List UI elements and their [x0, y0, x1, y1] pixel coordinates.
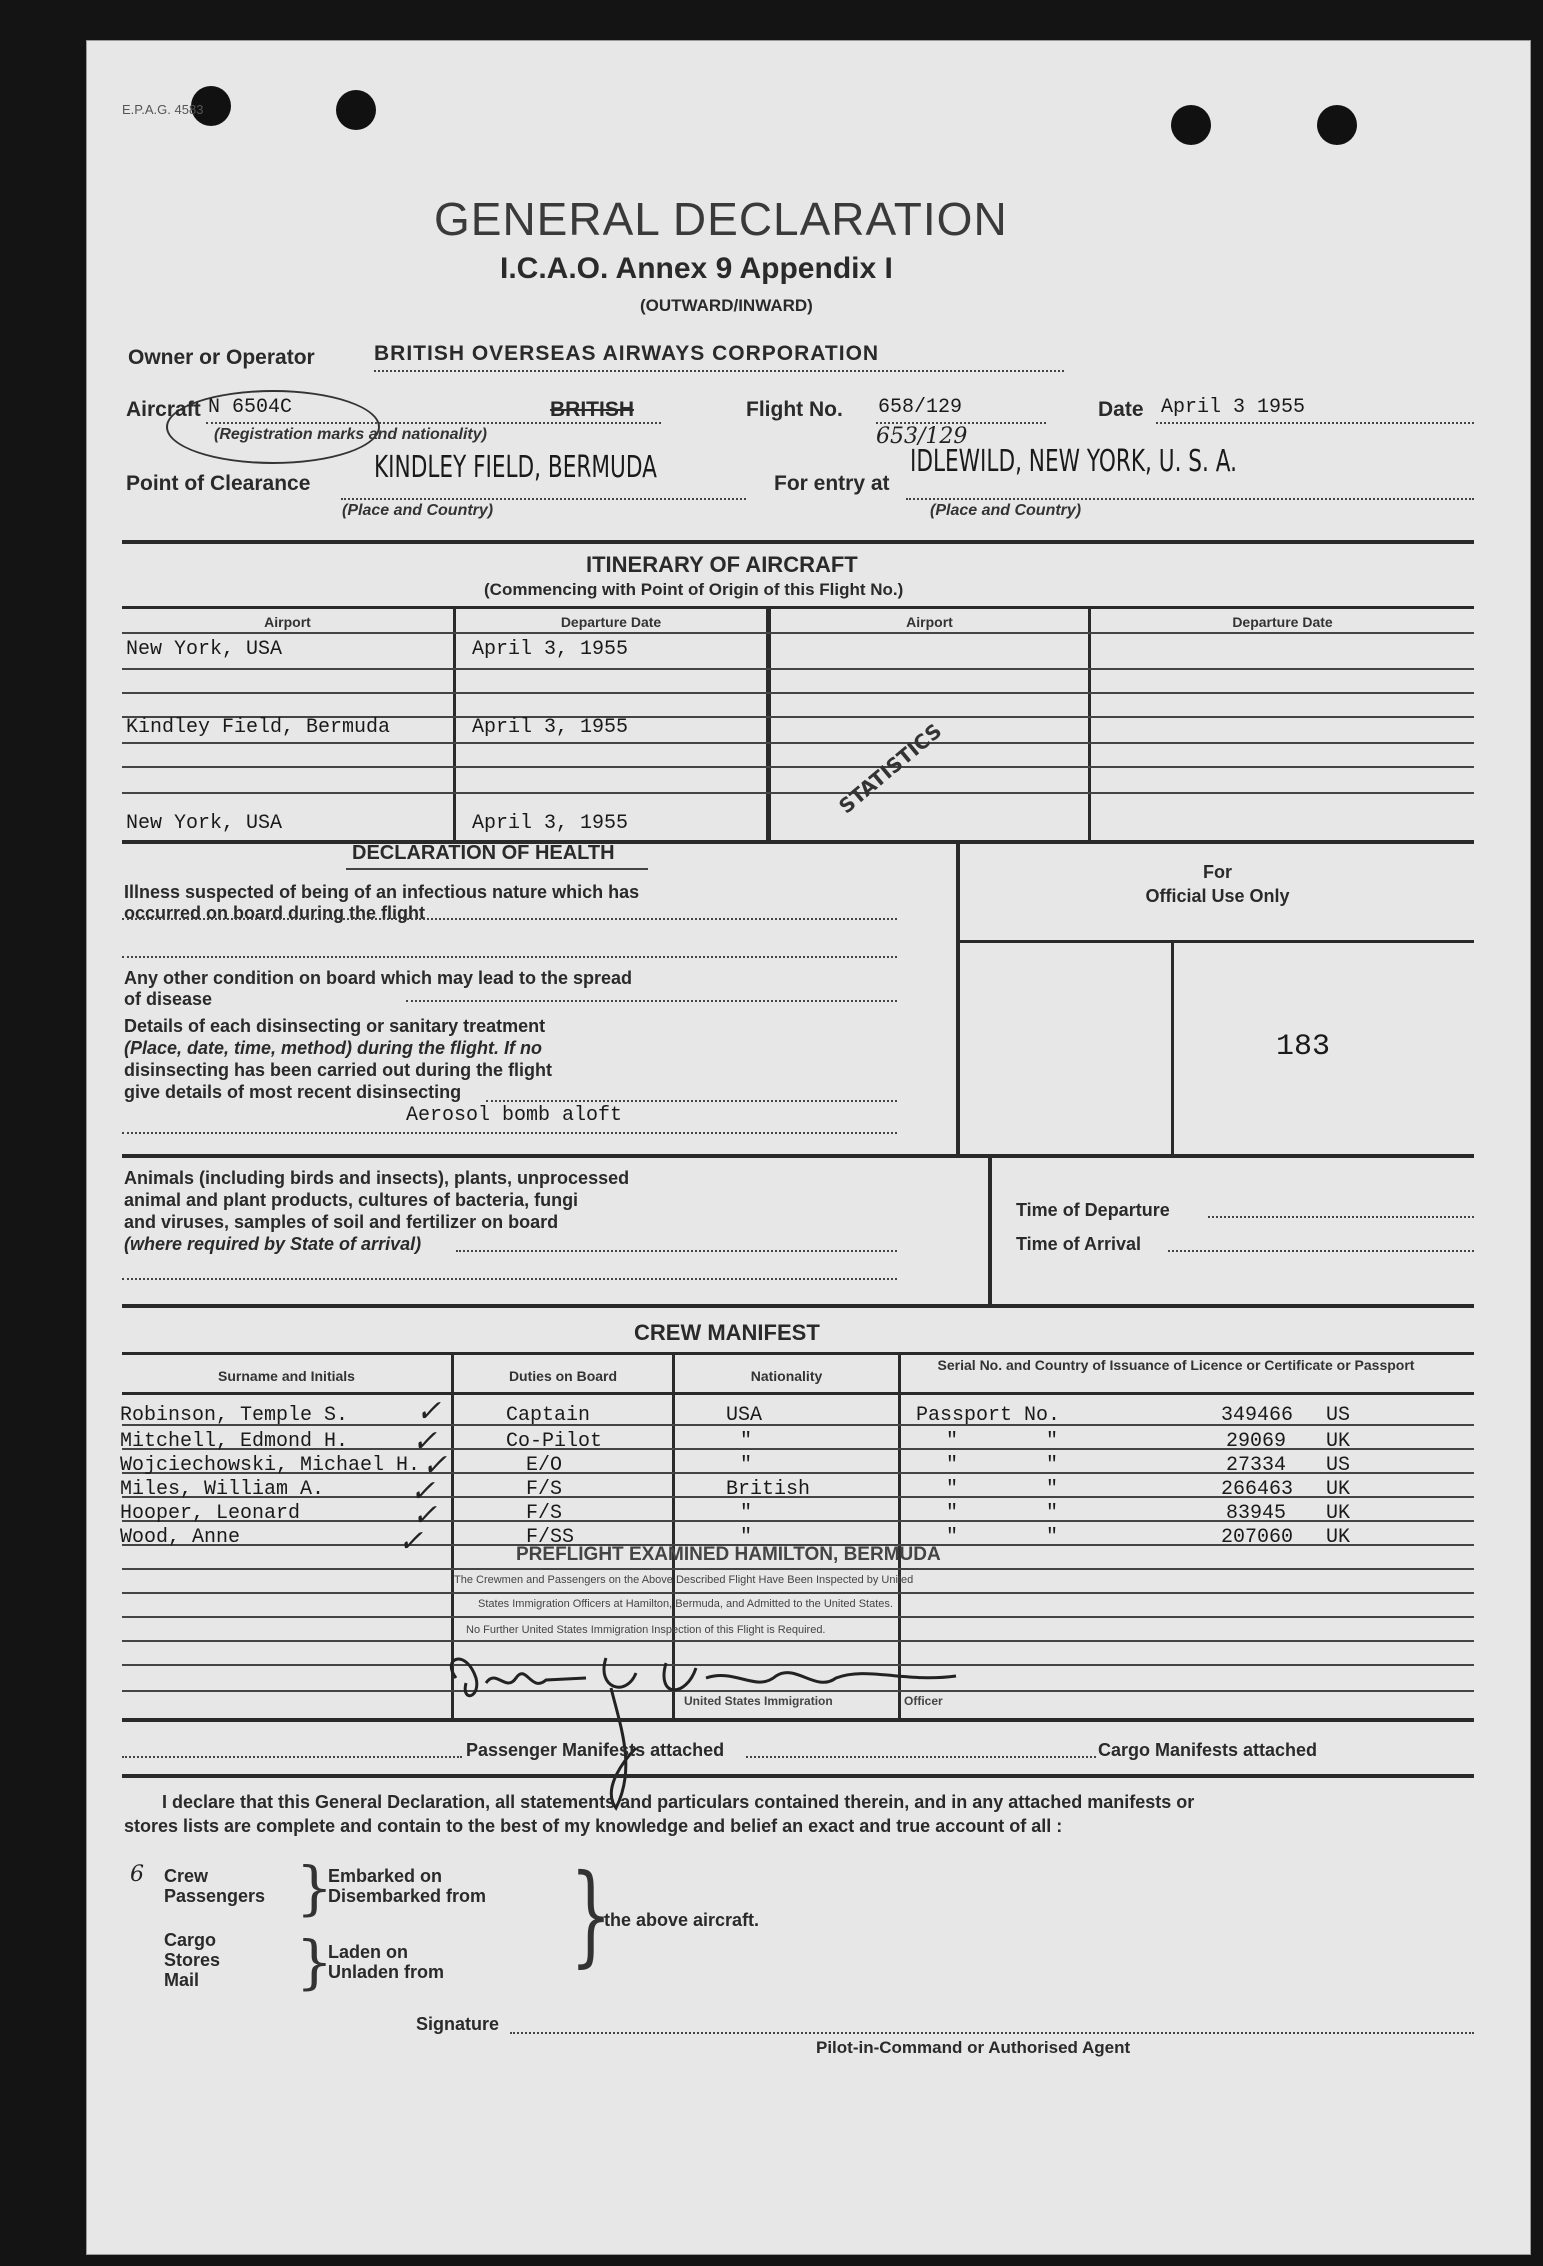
itinerary-title: ITINERARY OF AIRCRAFT: [586, 552, 858, 577]
crew-doc-ditto: ": [1046, 1430, 1059, 1453]
crew-header-line: [122, 1392, 1474, 1395]
signature-caption: Pilot-in-Command or Authorised Agent: [816, 2038, 1131, 2057]
animals-text: and viruses, samples of soil and fertilizer on board: [124, 1212, 559, 1232]
details-line: [486, 1100, 897, 1102]
check-mark: ✓: [416, 1394, 442, 1429]
crew-country: US: [1326, 1454, 1351, 1477]
crew-count: 6: [130, 1862, 144, 1887]
crew-row-line: [122, 1592, 1474, 1594]
disembarked-label: Disembarked from: [328, 1886, 487, 1906]
crew-doc-ditto: ": [1046, 1502, 1059, 1525]
form-title: GENERAL DECLARATION: [434, 193, 1008, 245]
itin-col: [453, 606, 456, 842]
crew-top: [122, 1352, 1474, 1355]
itin-row-line: [122, 766, 1474, 768]
crew-header: Duties on Board: [508, 1368, 618, 1384]
crew-number: 83945: [1226, 1502, 1287, 1525]
details-text: (Place, date, time, method) during the flight. If no: [124, 1038, 543, 1058]
mail-label: Mail: [164, 1970, 200, 1990]
owner-line: [374, 370, 1064, 372]
crew-country: UK: [1326, 1526, 1351, 1549]
crew-duty: F/S: [526, 1502, 563, 1525]
cargo-line: [746, 1756, 1096, 1758]
itin-row-line: [122, 668, 1474, 670]
declaration-text: I declare that this General Declaration, all statements and particulars contained therein, and in any attached manifests or: [162, 1792, 1195, 1812]
crew-doc-ditto: ": [1046, 1454, 1059, 1477]
punch-hole: [1171, 105, 1211, 145]
entry-line: [906, 498, 1474, 500]
crew-nationality: ": [740, 1526, 753, 1549]
health-underline: [346, 868, 648, 870]
itin-airport: New York, USA: [126, 812, 283, 835]
crew-name: Miles, William A.: [120, 1478, 325, 1501]
manifests-bottom: [122, 1774, 1474, 1778]
crew-doc: ": [946, 1430, 959, 1453]
animals-bottom: [122, 1304, 1474, 1308]
crew-header: Surname and Initials: [218, 1368, 355, 1384]
aircraft-value: N 6504C: [208, 396, 293, 419]
place-caption-1: (Place and Country): [342, 502, 494, 519]
crew-name: Robinson, Temple S.: [120, 1404, 349, 1427]
brace-icon: }: [296, 1928, 333, 1996]
crew-duty: Co-Pilot: [506, 1430, 603, 1453]
crew-nationality: USA: [726, 1404, 763, 1427]
clearance-line: [341, 498, 746, 500]
itin-airport: Kindley Field, Bermuda: [126, 716, 391, 739]
passenger-line: [122, 1756, 462, 1758]
date-label: Date: [1098, 398, 1144, 421]
other-text: Any other condition on board which may lead to the spread of disease: [124, 968, 633, 1009]
animals-divider: [988, 1154, 992, 1304]
illness-line: [122, 956, 897, 958]
stores-label: Stores: [164, 1950, 221, 1970]
aircraft-label: Aircraft: [126, 398, 201, 421]
crew-row-line: [122, 1616, 1474, 1618]
treatment-value: Aerosol bomb aloft: [406, 1104, 623, 1127]
crew-doc-ditto: ": [1046, 1526, 1059, 1549]
animals-line: [122, 1278, 897, 1280]
form-subtitle: I.C.A.O. Annex 9 Appendix I: [500, 252, 893, 285]
itin-date: April 3, 1955: [472, 812, 629, 835]
crew-nationality: British: [726, 1478, 811, 1501]
crew-header: Nationality: [750, 1368, 823, 1384]
crew-name: Wojciechowski, Michael H.: [120, 1454, 421, 1477]
itin-airport: New York, USA: [126, 638, 283, 661]
crew-nationality: ": [740, 1454, 753, 1477]
signature-line: [510, 2032, 1474, 2034]
itinerary-subtitle: (Commencing with Point of Origin of this Flight No.): [484, 580, 904, 599]
itin-date: April 3, 1955: [472, 638, 629, 661]
official-number: 183: [1276, 1030, 1331, 1064]
form-code: E.P.A.G. 4583: [122, 102, 204, 117]
check-mark: ✓: [412, 1424, 438, 1459]
itinerary-top: [122, 606, 1474, 609]
crew-nationality: ": [740, 1502, 753, 1525]
crew-number: 29069: [1226, 1430, 1287, 1453]
crew-header: Serial No. and Country of Issuance of Licence or Certificate or Passport: [937, 1357, 1415, 1373]
illness-text: Illness suspected of being of an infectious nature which has occurred on board during the flight: [124, 882, 640, 923]
crew-label: Crew: [164, 1866, 209, 1886]
crew-country: UK: [1326, 1430, 1351, 1453]
crew-doc: ": [946, 1478, 959, 1501]
officer-signature: [436, 1638, 1016, 1818]
crew-nationality: ": [740, 1430, 753, 1453]
animals-text: Animals (including birds and insects), plants, unprocessed: [124, 1168, 630, 1188]
itin-header: Departure Date: [1232, 614, 1333, 630]
health-title: DECLARATION OF HEALTH: [352, 842, 615, 864]
crew-doc: ": [946, 1454, 959, 1477]
official-divider: [1171, 940, 1174, 1155]
crew-title: CREW MANIFEST: [634, 1320, 820, 1345]
brace-icon: }: [296, 1854, 333, 1922]
crew-duty: Captain: [506, 1404, 591, 1427]
crew-name: Wood, Anne: [120, 1526, 241, 1549]
divider: [122, 540, 1474, 544]
illness-line: [122, 918, 897, 920]
check-mark: ✓: [422, 1448, 448, 1483]
itinerary-bottom: [122, 840, 1474, 844]
itin-col: [1088, 606, 1091, 842]
treatment-line: [122, 1132, 897, 1134]
crew-duty: F/SS: [526, 1526, 575, 1549]
crew-name: Hooper, Leonard: [120, 1502, 301, 1525]
itin-row-line: [122, 632, 1474, 634]
officer-caption: United States Immigration: [684, 1694, 833, 1708]
crew-number: 27334: [1226, 1454, 1287, 1477]
place-caption-2: (Place and Country): [930, 502, 1082, 519]
itin-row-line: [122, 792, 1474, 794]
clearance-label: Point of Clearance: [126, 472, 311, 495]
crew-doc: ": [946, 1526, 959, 1549]
health-bottom: [122, 1154, 1474, 1158]
crew-duty: E/O: [526, 1454, 563, 1477]
official-line: [958, 940, 1474, 943]
passengers-label: Passengers: [164, 1886, 266, 1906]
brace-icon: }: [570, 1850, 612, 1978]
crew-doc-ditto: ": [1046, 1478, 1059, 1501]
laden-label: Laden on: [328, 1942, 408, 1962]
unladen-label: Unladen from: [328, 1962, 445, 1982]
flight-handwritten: 653/129: [876, 424, 968, 449]
cargo-label: Cargo: [164, 1930, 217, 1950]
aircraft-line: [206, 422, 661, 424]
flight-label: Flight No.: [746, 398, 843, 421]
declaration-form: [86, 40, 1531, 2255]
preflight-stamp: PREFLIGHT EXAMINED HAMILTON, BERMUDA: [516, 1544, 941, 1565]
details-text: Details of each disinsecting or sanitary treatment: [124, 1016, 546, 1036]
owner-label: Owner or Operator: [128, 346, 315, 369]
flight-line: [876, 422, 1046, 424]
passenger-manifests: Passenger Manifests attached: [466, 1740, 725, 1760]
punch-hole: [336, 90, 376, 130]
itin-row-line: [122, 742, 1474, 744]
date-value: April 3 1955: [1161, 396, 1306, 419]
crew-doc: Passport No.: [916, 1404, 1061, 1427]
details-text: give details of most recent disinsecting: [124, 1082, 462, 1102]
itin-header: Airport: [906, 614, 953, 630]
official-label: Official Use Only: [1145, 886, 1290, 906]
owner-value: BRITISH OVERSEAS AIRWAYS CORPORATION: [374, 342, 880, 365]
cargo-manifests: Cargo Manifests attached: [1098, 1740, 1318, 1760]
check-mark: ✓: [410, 1474, 436, 1509]
crew-country: UK: [1326, 1478, 1351, 1501]
stamp-text: The Crewmen and Passengers on the Above Described Flight Have Been Inspected by United: [454, 1574, 914, 1586]
nationality-value: BRITISH: [550, 398, 634, 421]
date-line: [1156, 422, 1474, 424]
crew-duty: F/S: [526, 1478, 563, 1501]
itin-header: Airport: [264, 614, 311, 630]
stamp-text: No Further United States Immigration Inspection of this Flight is Required.: [466, 1624, 826, 1636]
crew-number: 349466: [1221, 1404, 1294, 1427]
other-line: [406, 1000, 897, 1002]
stamp-text: States Immigration Officers at Hamilton, Bermuda, and Admitted to the United States.: [478, 1598, 893, 1610]
direction-label: (OUTWARD/INWARD): [640, 296, 813, 315]
crew-doc: ": [946, 1502, 959, 1525]
departure-line: [1208, 1216, 1474, 1218]
itin-row-line: [122, 692, 1474, 694]
clearance-value: KINDLEY FIELD, BERMUDA: [374, 450, 657, 485]
punch-hole: [1317, 105, 1357, 145]
crew-name: Mitchell, Edmond H.: [120, 1430, 349, 1453]
crew-country: US: [1326, 1404, 1351, 1427]
animals-text: (where required by State of arrival): [124, 1234, 422, 1254]
animals-text: animal and plant products, cultures of bacteria, fungi: [124, 1190, 579, 1210]
statistics-stamp: STATISTICS: [834, 718, 947, 819]
itin-header: Departure Date: [560, 614, 662, 630]
crew-bottom: [122, 1718, 1474, 1722]
crew-country: UK: [1326, 1502, 1351, 1525]
arrival-line: [1168, 1250, 1474, 1252]
check-mark: ✓: [412, 1498, 438, 1533]
crew-row-line: [122, 1568, 1474, 1570]
departure-label: Time of Departure: [1016, 1200, 1170, 1220]
signature-label: Signature: [416, 2014, 500, 2034]
crew-number: 266463: [1221, 1478, 1294, 1501]
itin-date: April 3, 1955: [472, 716, 629, 739]
officer-caption: Officer: [904, 1694, 943, 1708]
crew-number: 207060: [1221, 1526, 1294, 1549]
registration-caption: (Registration marks and nationality): [214, 426, 487, 443]
above-aircraft: the above aircraft.: [604, 1910, 760, 1930]
itin-col: [766, 606, 771, 842]
entry-value: IDLEWILD, NEW YORK, U. S. A.: [910, 444, 1238, 479]
entry-label: For entry at: [774, 472, 890, 495]
animals-line: [456, 1250, 897, 1252]
embarked-label: Embarked on: [328, 1866, 443, 1886]
details-text: disinsecting has been carried out during the flight: [124, 1060, 553, 1080]
arrival-label: Time of Arrival: [1016, 1234, 1142, 1254]
flight-value: 658/129: [878, 396, 963, 419]
declaration-text: stores lists are complete and contain to the best of my knowledge and belief an exact and true account of all :: [124, 1816, 1063, 1836]
check-mark: ✓: [398, 1524, 424, 1559]
official-label: For: [1203, 862, 1232, 882]
